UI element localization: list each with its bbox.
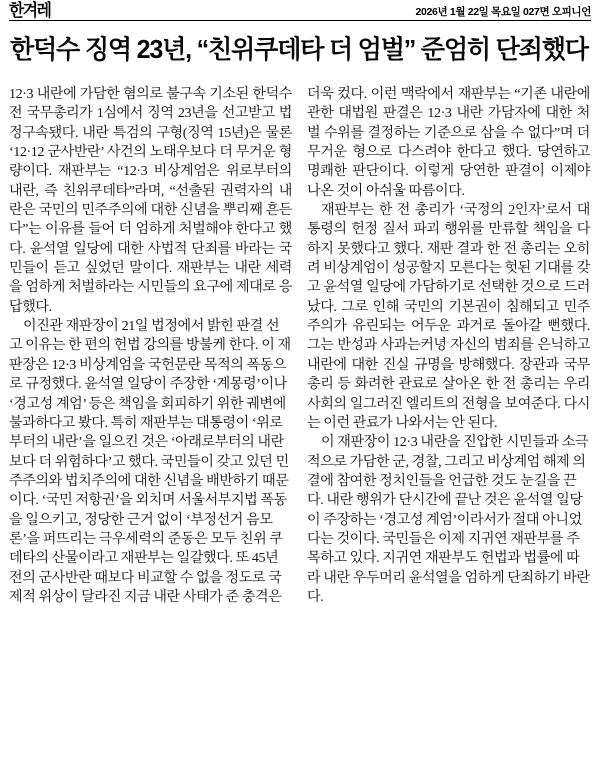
hankyoreh-logo: 한겨레 [9,1,51,20]
paragraph: 12·3 내란에 가담한 혐의로 불구속 기소된 한덕수 전 국무총리가 1심에서 징역 23년을 선고받고 법정구속됐다. 내란 특검의 구형(징역 15년)은 물론 ‘12·12 군사반란’ 사건의 노태우보다 더 무거운 형량이다. 재판부는 “12·3 비상계엄은 위로부터의 내란, 즉 친위쿠데타”라며, “선출된 권력자의 내란은 국민의 민주주의에 대한 신념을 뿌리째 흔든다”는 이유를 들어 더 엄하게 처벌해야 한다고 했다. 윤석열 일당에 대한 사법적 단죄를 바라는 국민들이 듣고 싶었던 말이다. 재판부는 내란 세력을 엄하게 처벌하라는 시민들의 요구에 제대로 응답했다. [9,86,292,315]
paragraph: 이진관 재판장이 21일 법정에서 밝힌 판결 선고 이유는 한 편의 헌법 강의를 방불케 한다. 이 재판장은 12·3 비상계엄을 국헌문란 목적의 폭동으로 규정했다. 윤석열 일당이 주장한 ‘계몽령’이나 ‘경고성 계엄’ 등은 책임을 회피하기 위한 궤변에 불과하다고 봤다. 특히 재판부는 대통령이 ‘위로부터의 내란’을 일으킨 것은 ‘아래로부터의 내란보다 더 위험하다’고 했다. 국민들이 갖고 있던 민주주의와 법치주의에 대한 신념을 배반하기 때문이다. ‘국민 저항권’을 외치며 서울서부지법 폭동을 일으키고, 정당한 근거 없이 ‘부정선거 음모론’을 퍼뜨리는 극우세력의 준동은 모두 친위 쿠데타의 산물이라고 재판부는 일갈했다. 또 45년 전의 군사반란 때보다 비교할 수 없을 정도로 국제적 위상이 달라진 지금 내란 사태가 준 충격은 [9,318,291,605]
right-column [307,85,590,607]
left-column [9,85,292,607]
masthead [9,0,591,19]
dateline: 2026년 1월 22일 목요일 027면 오피니언 [415,6,591,18]
paragraph: 더욱 컸다. 이런 맥락에서 재판부는 “기존 내란에 관한 대법원 판결은 12·3 내란 가담자에 대한 처벌 수위를 결정하는 기준으로 삼을 수 없다”며 더 무거운 형으로 다스려야 한다고 했다. 당연하고 명쾌한 판단이다. 이렇게 당연한 판결이 이제야 나온 것이 아쉬울 따름이다. [307,86,590,199]
masthead-divider [9,20,591,21]
page-title: 한덕수 징역 23년, “친위쿠데타 더 엄벌” 준엄히 단죄했다 [9,36,588,64]
paragraph: 재판부는 한 전 총리가 ‘국정의 2인자’로서 대통령의 헌정 질서 파괴 행위를 만류할 책임을 다하지 못했다고 했다. 재판 결과 한 전 총리는 오히려 비상계엄이 성공할지 모른다는 헛된 기대를 갖고 윤석열 일당에 가담하기로 선택한 것으로 드러났다. 그로 인해 국민의 기본권이 침해되고 민주주의가 유린되는 어두운 과거로 돌아갈 뻔했다. 그는 반성과 사과는커녕 자신의 범죄를 은닉하고 내란에 대한 진실 규명을 방해했다. 장관과 국무총리 등 화려한 관료로 살아온 한 전 총리는 우리 사회의 일그러진 엘리트의 전형을 보여준다. 다시는 이런 관료가 나와서는 안 된다. [307,202,590,431]
paragraph: 이 재판장이 12·3 내란을 진압한 시민들과 소극적으로 가담한 군, 경찰, 그리고 비상계엄 해제 의결에 참여한 정치인들을 언급한 것도 눈길을 끈다. 내란 행위가 단시간에 끝난 것은 윤석열 일당이 주장하는 ‘경고성 계엄’이라서가 절대 아니었다는 것이다. 국민들은 이제 지귀연 재판부를 주목하고 있다. 지귀연 재판부도 헌법과 법률에 따라 내란 우두머리 윤석열을 엄하게 단죄하기 바란다. [307,434,590,605]
article-body [9,85,591,607]
